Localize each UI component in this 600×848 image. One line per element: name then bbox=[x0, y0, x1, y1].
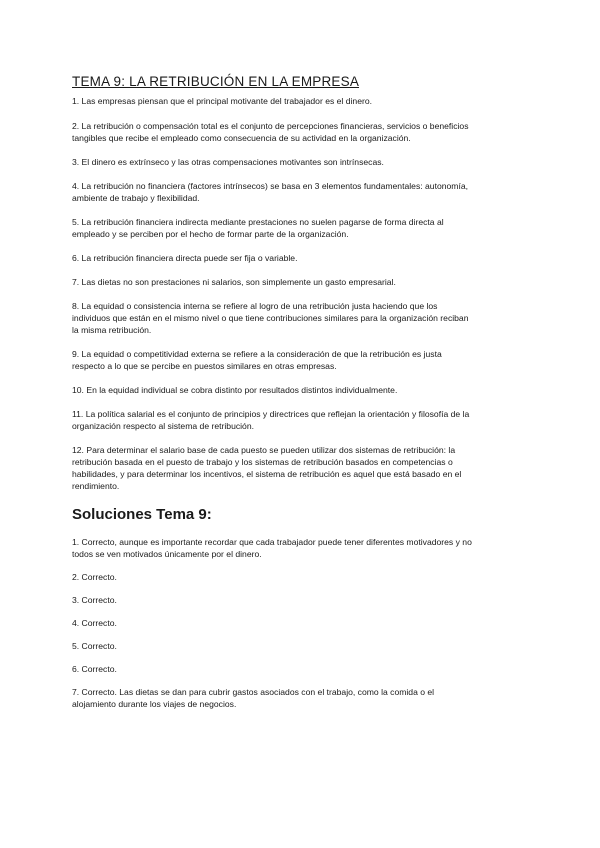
solutions-list bbox=[72, 536, 472, 710]
document-title: TEMA 9: LA RETRIBUCIÓN EN LA EMPRESA bbox=[72, 74, 360, 89]
solution-2: 2. Correcto. bbox=[72, 572, 117, 582]
statement-7: 7. Las dietas no son prestaciones ni salarios, son simplemente un gasto empresarial. bbox=[72, 277, 396, 287]
statement-8: 8. La equidad o consistencia interna se refiere al logro de una retribución justa haciendo que los individuos que están en el mismo nivel o que tiene contribuciones similares para la organización reciban la misma retribución. bbox=[72, 301, 469, 335]
statement-9: 9. La equidad o competitividad externa se refiere a la consideración de que la retribución es justa respecto a lo que se percibe en puestos similares en otras empresas. bbox=[72, 349, 442, 371]
statement-1: 1. Las empresas piensan que el principal motivante del trabajador es el dinero. bbox=[72, 96, 373, 106]
solutions-heading: Soluciones Tema 9: bbox=[72, 506, 212, 523]
statements-list bbox=[72, 95, 472, 492]
statement-6: 6. La retribución financiera directa puede ser fija o variable. bbox=[72, 253, 298, 263]
solution-6: 6. Correcto. bbox=[72, 664, 117, 674]
solution-1: 1. Correcto, aunque es importante recordar que cada trabajador puede tener diferentes motivadores y no todos se ven motivados únicamente por el dinero. bbox=[72, 537, 472, 559]
statement-2: 2. La retribución o compensación total es el conjunto de percepciones financieras, servicios o beneficios tangibles que recibe el empleado como consecuencia de su actividad en la organización. bbox=[72, 121, 469, 143]
statement-11: 11. La política salarial es el conjunto de principios y directrices que reflejan la orientación y filosofía de la organización respecto al sistema de retribución. bbox=[72, 409, 470, 431]
statement-5: 5. La retribución financiera indirecta mediante prestaciones no suelen pagarse de forma directa al empleado y se perciben por el hecho de formar parte de la organización. bbox=[72, 217, 444, 239]
solution-3: 3. Correcto. bbox=[72, 595, 117, 605]
solution-5: 5. Correcto. bbox=[72, 641, 117, 651]
statement-3: 3. El dinero es extrínseco y las otras compensaciones motivantes son intrínsecas. bbox=[72, 157, 384, 167]
solution-7: 7. Correcto. Las dietas se dan para cubrir gastos asociados con el trabajo, como la comida o el alojamiento durante los viajes de negocios. bbox=[72, 687, 435, 709]
solution-4: 4. Correcto. bbox=[72, 618, 117, 628]
statement-4: 4. La retribución no financiera (factores intrínsecos) se basa en 3 elementos fundamentales: autonomía, ambiente de trabajo y flexibilidad. bbox=[72, 181, 469, 203]
statement-12: 12. Para determinar el salario base de cada puesto se pueden utilizar dos sistemas de retribución: la retribución basada en el puesto de trabajo y los sistemas de retribución basados en competencias o habilidades, y para determinar los incentivos, el sistema de retribución es aquel que está basado en el rendimiento. bbox=[72, 445, 462, 491]
document-page bbox=[72, 74, 472, 721]
statement-10: 10. En la equidad individual se cobra distinto por resultados distintos individualmente. bbox=[72, 385, 398, 395]
